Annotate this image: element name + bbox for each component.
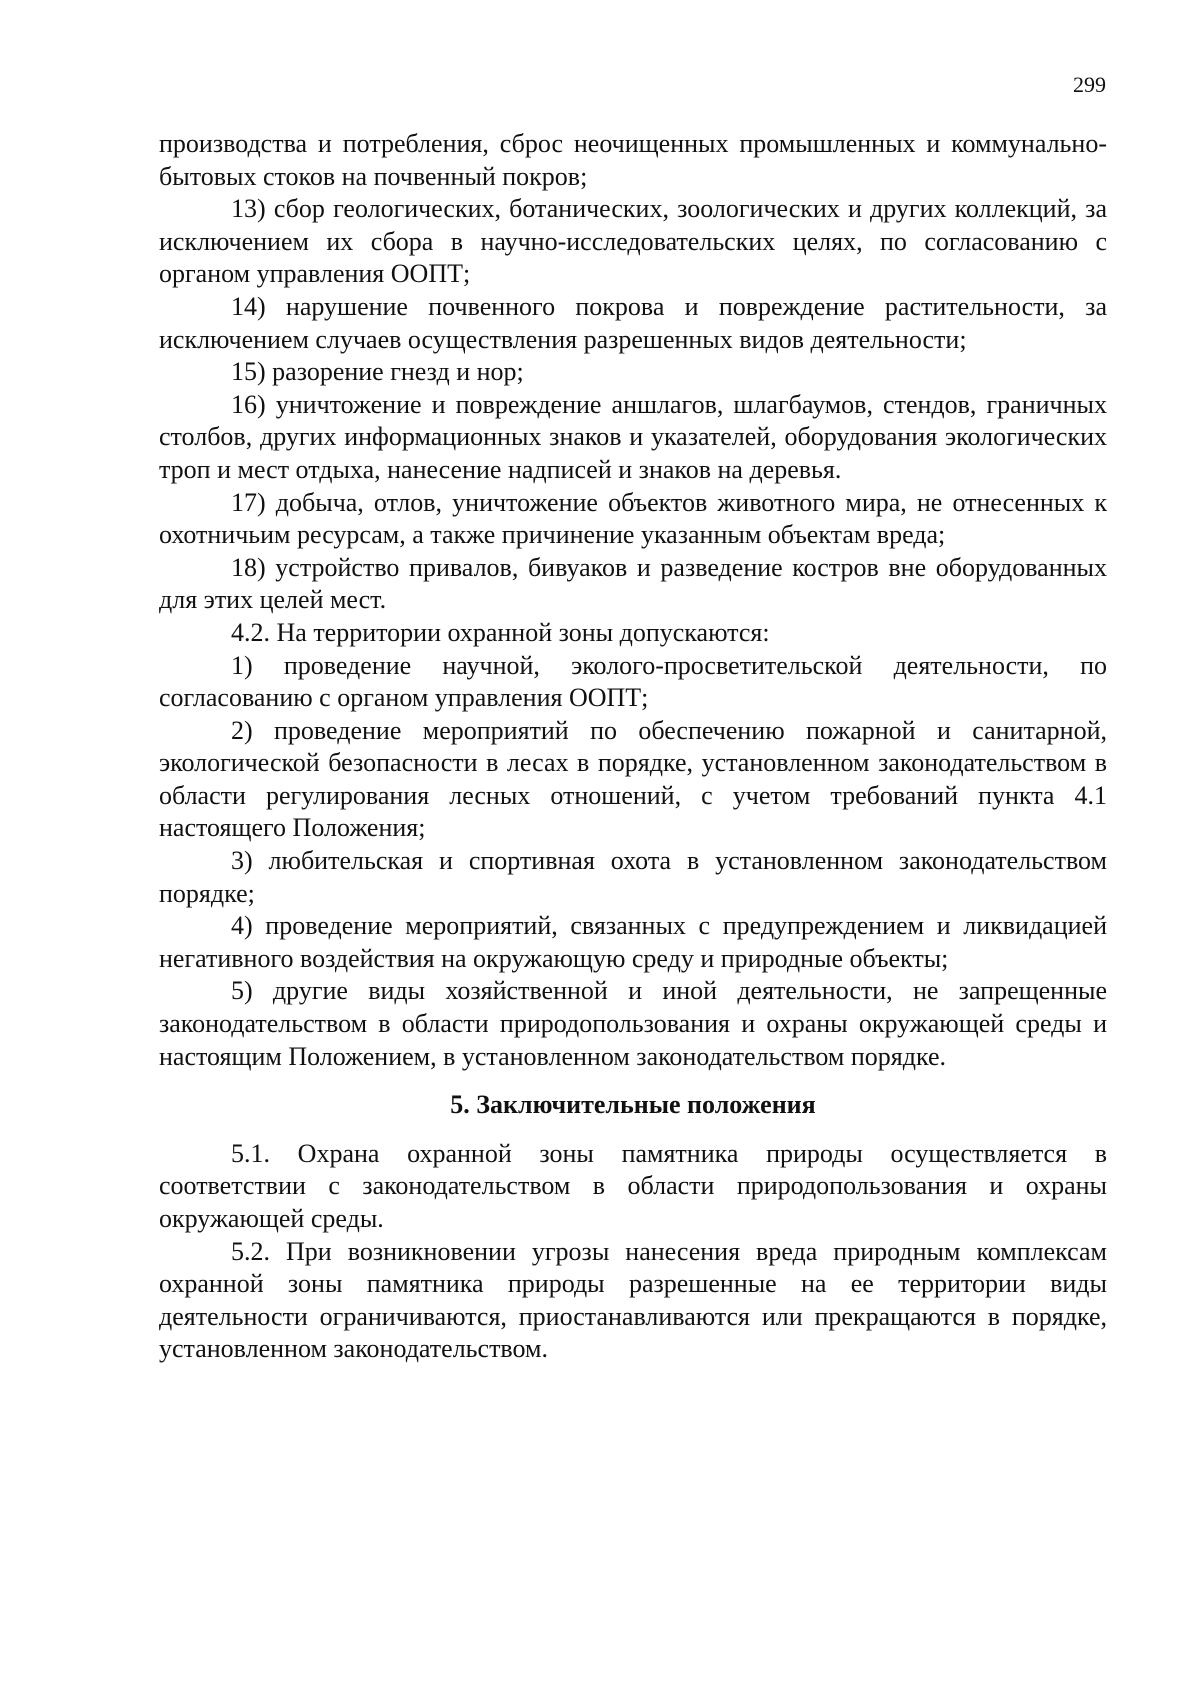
permitted-item-1: 1) проведение научной, эколого-просветительской деятельности, по согласованию с органом управления ООПТ; — [159, 650, 1107, 713]
prohibited-item-16: 16) уничтожение и повреждение аншлагов, шлагбаумов, стендов, граничных столбов, других информационных знаков и указателей, оборудования экологических троп и мест отдыха, нанесение надписей и знаков на деревья. — [159, 389, 1107, 484]
document-body — [159, 128, 1107, 1366]
page-number: 299 — [1073, 72, 1106, 97]
section-5-heading: 5. Заключительные положения — [450, 1090, 816, 1120]
permitted-item-5: 5) другие виды хозяйственной и иной деятельности, не запрещенные законодательством в области природопользования и охраны окружающей среды и настоящим Положением, в установленном законодательством порядке. — [159, 976, 1107, 1071]
prohibited-item-13: 13) сбор геологических, ботанических, зоологических и других коллекций, за исключением их сбора в научно-исследовательских целях, по согласованию с органом управления ООПТ; — [159, 194, 1107, 289]
prohibited-item-18: 18) устройство привалов, бивуаков и разведение костров вне оборудованных для этих целей мест. — [159, 552, 1107, 615]
prohibited-item-14: 14) нарушение почвенного покрова и повреждение растительности, за исключением случаев осуществления разрешенных видов деятельности; — [159, 291, 1107, 354]
permitted-item-3: 3) любительская и спортивная охота в установленном законодательством порядке; — [159, 846, 1107, 908]
clause-5-1: 5.1. Охрана охранной зоны памятника природы осуществляется в соответствии с законодательством в области природопользования и охраны окружающей среды. — [159, 1138, 1107, 1233]
prohibited-item-17: 17) добыча, отлов, уничтожение объектов животного мира, не отнесенных к охотничьим ресурсам, а также причинение указанным объектам вреда; — [159, 487, 1107, 550]
clause-4-2-heading: 4.2. На территории охранной зоны допускаются: — [231, 617, 770, 647]
prohibited-item-15: 15) разорение гнезд и нор; — [231, 357, 524, 387]
continuation-paragraph: производства и потребления, сброс неочищенных промышленных и коммунально-бытовых стоков на почвенный покров; — [159, 129, 1107, 191]
permitted-item-4: 4) проведение мероприятий, связанных с предупреждением и ликвидацией негативного воздействия на окружающую среду и природные объекты; — [159, 911, 1107, 973]
clause-5-2: 5.2. При возникновении угрозы нанесения вреда природным комплексам охранной зоны памятника природы разрешенные на ее территории виды деятельности ограничиваются, приостанавливаются или прекращаются в порядке, установленном законодательством. — [159, 1236, 1107, 1364]
permitted-item-2: 2) проведение мероприятий по обеспечению пожарной и санитарной, экологической безопасности в лесах в порядке, установленном законодательством в области регулирования лесных отношений, с учетом требований пункта 4.1 настоящего Положения; — [159, 715, 1107, 843]
